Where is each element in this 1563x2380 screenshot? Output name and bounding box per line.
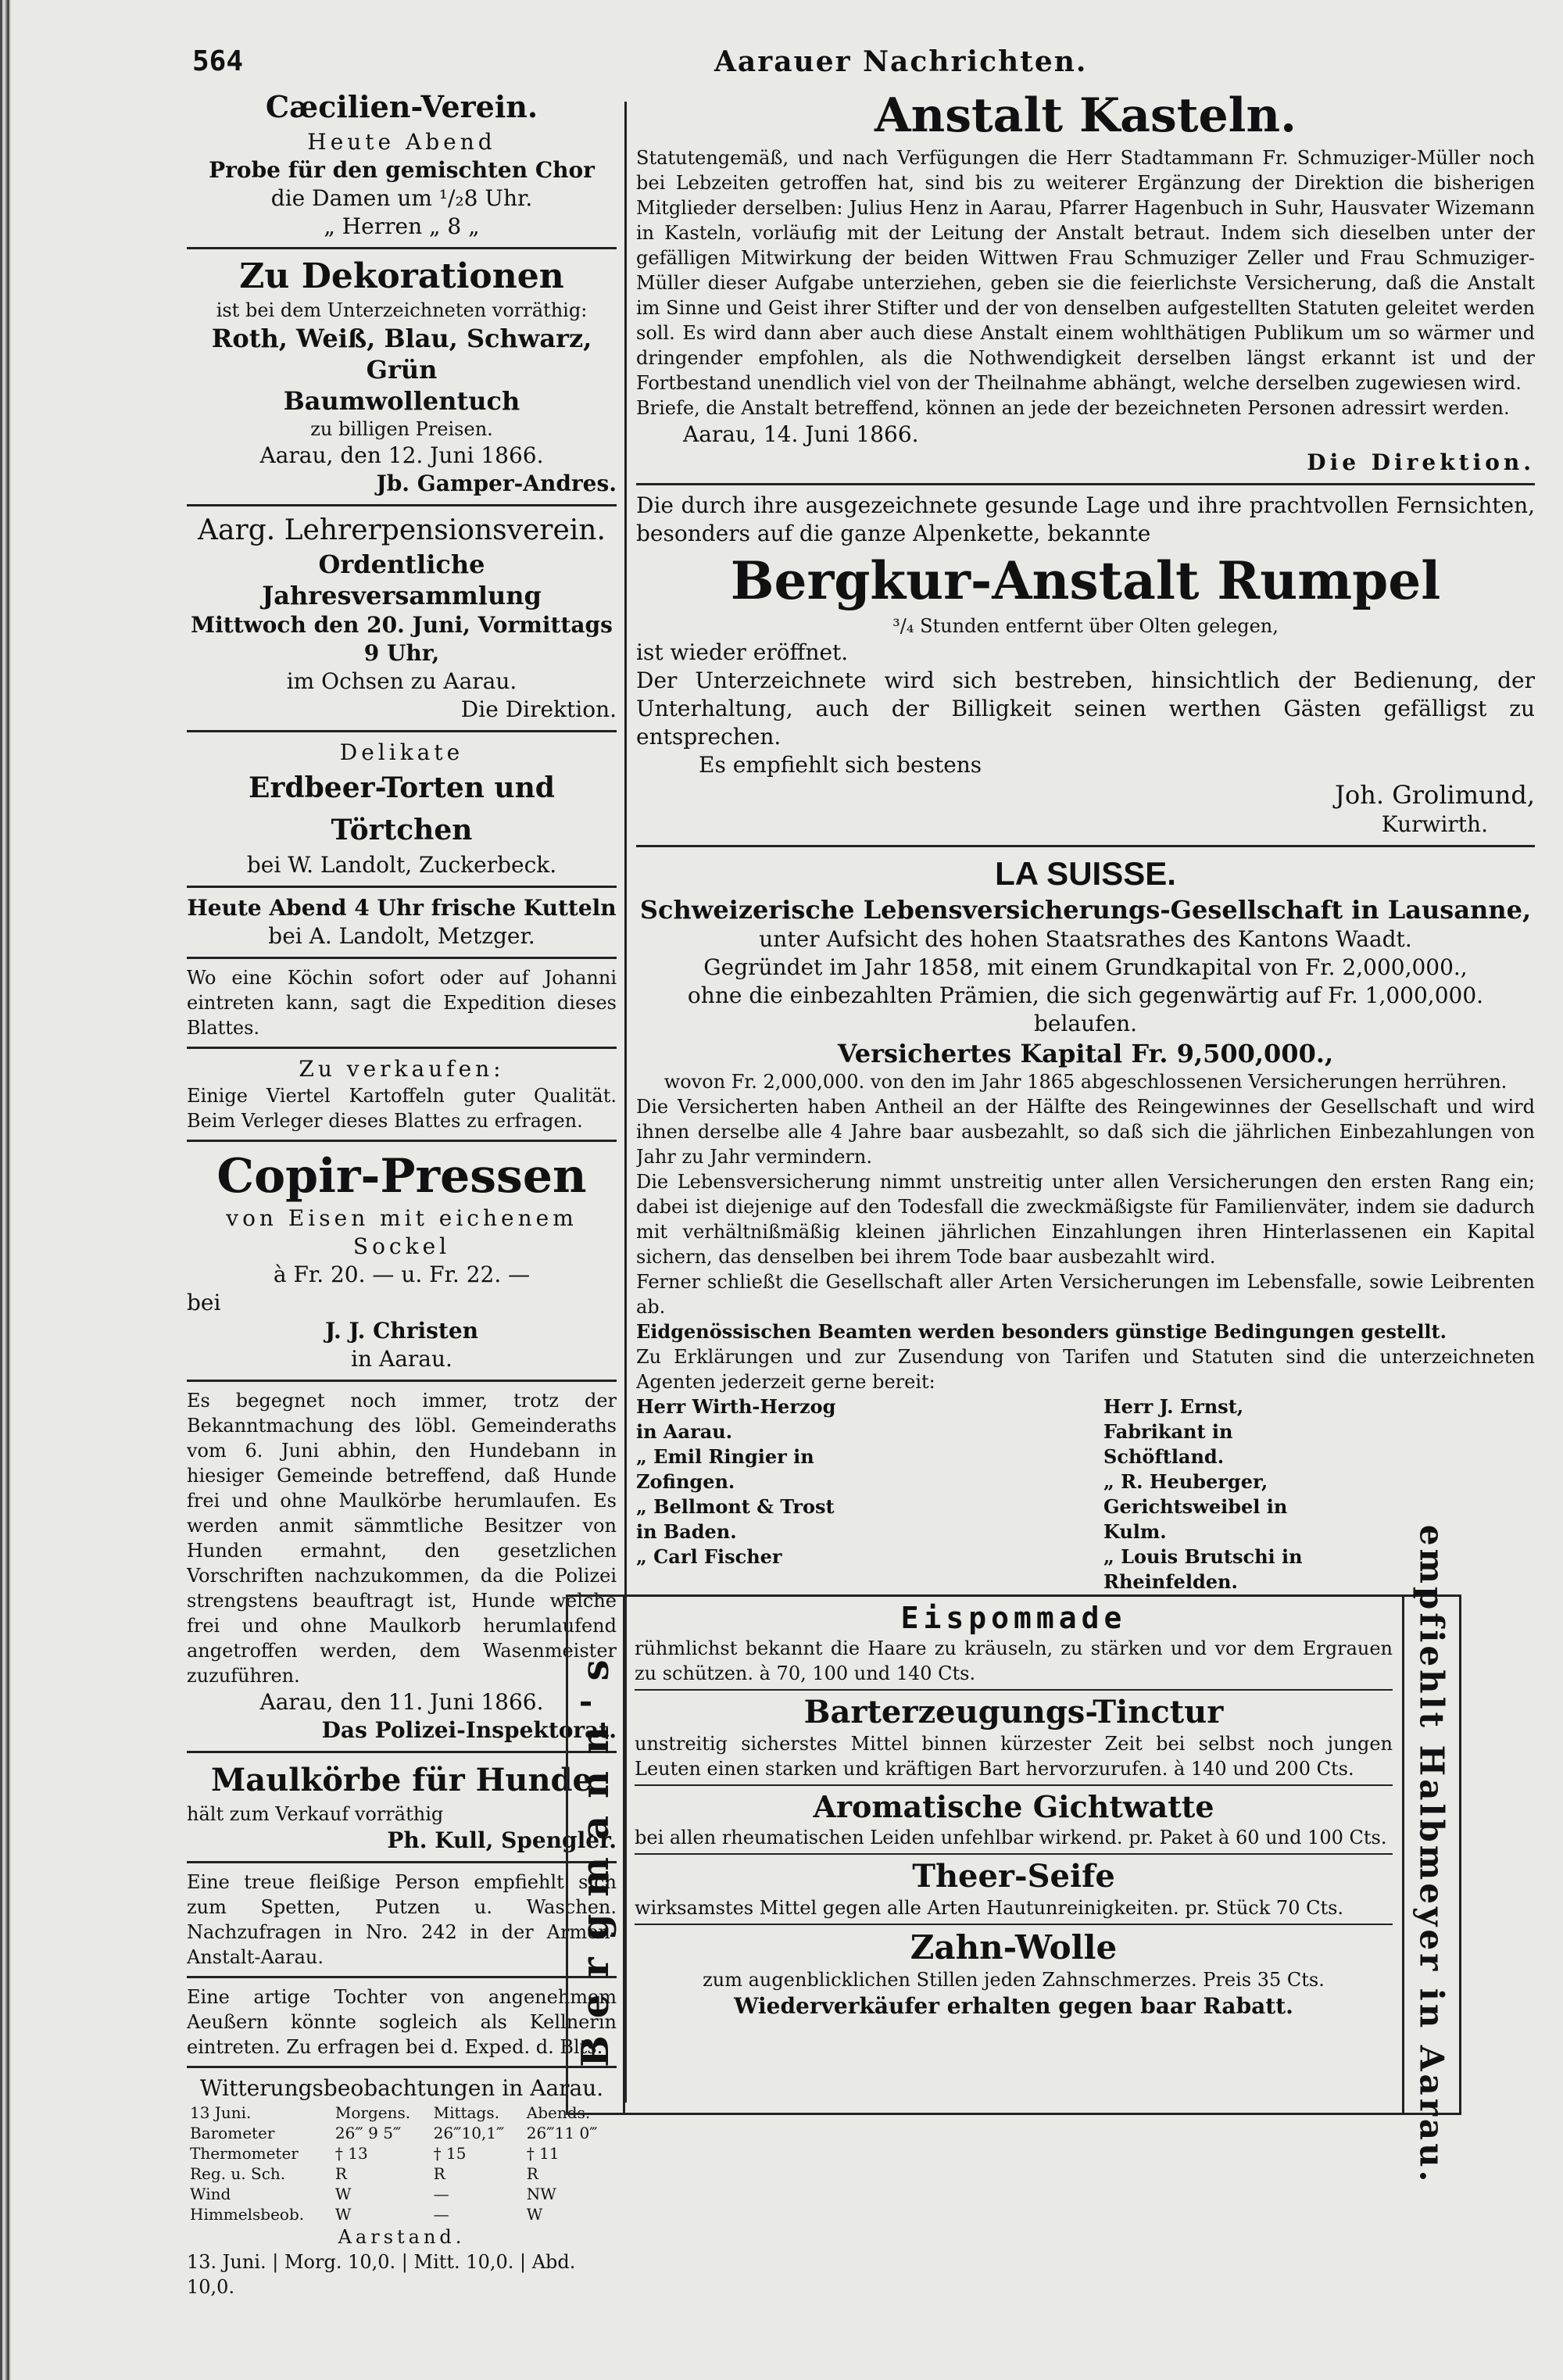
product-text: zum augenblicklichen Stillen jeden Zahnschmerzes. Preis 35 Cts. <box>703 1969 1325 1991</box>
weather-cell: Himmelsbeob. <box>190 2205 305 2224</box>
dekorationen-colors: Roth, Weiß, Blau, Schwarz, Grün <box>211 324 592 385</box>
rumpel-recommend: Es empfiehlt sich bestens <box>699 752 982 778</box>
weather-row <box>187 2123 617 2143</box>
dekorationen-date: Aarau, den 12. Juni 1866. <box>259 442 544 468</box>
lehrer-when: Mittwoch den 20. Juni, Vormittags 9 Uhr, <box>191 612 613 666</box>
torten-by: bei W. Landolt, Zuckerbeck. <box>246 852 557 878</box>
weather-cell: Wind <box>190 2185 231 2203</box>
weather-head: Mittags. <box>433 2103 499 2122</box>
weather-row <box>187 2163 617 2184</box>
aarstand-values: 13. Juni. | Morg. 10,0. | Mitt. 10,0. | Abd. 10,0. <box>187 2251 576 2298</box>
pressen-name: J. J. Christen <box>324 1318 479 1344</box>
halbmeyer-side-label <box>1402 1524 1459 2185</box>
caecilien-line4: „ Herren „ 8 „ <box>324 213 480 239</box>
separator <box>187 247 617 249</box>
kasteln-sign: Die Direktion. <box>1307 449 1535 475</box>
ad-torten <box>187 739 617 879</box>
caecilien-title: Cæcilien-Verein. <box>265 89 538 124</box>
suisse-founded: Gegründet im Jahr 1858, mit einem Grundkapital von Fr. 2,000,000., <box>703 954 1468 980</box>
weather-cell: † 13 <box>334 2144 368 2163</box>
separator <box>187 1976 617 1978</box>
weather-cell: Barometer <box>190 2124 275 2142</box>
ad-copir-pressen <box>187 1148 617 1373</box>
weather-row <box>187 2204 617 2224</box>
suisse-capital2: wovon Fr. 2,000,000. von den im Jahr 1865 abgeschlossenen Versicherungen herrühren. <box>663 1071 1508 1093</box>
weather-cell: Reg. u. Sch. <box>190 2164 286 2183</box>
dekorationen-text: ist bei dem Unterzeichneten vorräthig: <box>216 299 588 321</box>
weather-cell: — <box>433 2205 449 2224</box>
agent: Herr J. Ernst, Fabrikant in Schöftland. <box>1103 1395 1244 1468</box>
product-text: bei allen rheumatischen Leiden unfehlbar wirkend. pr. Paket à 60 und 100 Cts. <box>635 1827 1387 1849</box>
weather-cell: † 11 <box>526 2144 560 2163</box>
product-zahn-wolle <box>635 1925 1393 2024</box>
separator <box>187 886 617 888</box>
pressen-by: bei <box>187 1290 221 1315</box>
product-title: Eispommade <box>900 1601 1127 1635</box>
separator <box>187 1047 617 1049</box>
rumpel-distance: ³/₄ Stunden entfernt über Olten gelegen, <box>892 615 1279 637</box>
suisse-p3: Ferner schließt die Gesellschaft aller Arten Versicherungen im Lebensfalle, sowie Leibrenten ab. <box>636 1271 1535 1318</box>
suisse-subtitle2: unter Aufsicht des hohen Staatsrathes des Kantons Waadt. <box>759 926 1412 952</box>
agent: „ Bellmont & Trost in Baden. <box>636 1495 835 1543</box>
kasteln-title: Anstalt Kasteln. <box>874 88 1297 143</box>
caecilien-line3: die Damen um ¹/₂8 Uhr. <box>270 185 533 211</box>
halbmeyer-label: empfiehlt Halbmeyer in Aarau. <box>1412 1524 1451 2185</box>
lehrer-subtitle: Ordentliche Jahresversammlung <box>262 549 542 610</box>
weather-title: Witterungsbeobachtungen in Aarau. <box>199 2075 604 2101</box>
pressen-line2: à Fr. 20. — u. Fr. 22. — <box>273 1262 531 1287</box>
weather-cell: 26‴10,1‴ <box>433 2124 505 2142</box>
agent: „ Carl Fischer <box>636 1545 782 1568</box>
lehrer-title: Aarg. Lehrerpensionsverein. <box>198 514 606 546</box>
page-title: Aarauer Nachrichten. <box>714 45 1088 78</box>
separator <box>636 483 1535 485</box>
ad-koechin: Wo eine Köchin sofort oder auf Johanni eintreten kann, sagt die Expedition dieses Blattes. <box>187 967 617 1039</box>
ad-kutteln <box>187 894 617 950</box>
kasteln-text2: Briefe, die Anstalt betreffend, können an jede der bezeichneten Personen adressirt werden. <box>636 397 1510 419</box>
agent: „ Emil Ringier in Zofingen. <box>636 1445 814 1493</box>
hunde-sign: Das Polizei-Inspektorat. <box>321 1717 617 1743</box>
weather-cell: W <box>334 2205 352 2224</box>
page-number: 564 <box>192 45 244 77</box>
pressen-place: in Aarau. <box>351 1346 452 1372</box>
rumpel-reopened: ist wieder eröffnet. <box>636 639 849 665</box>
suisse-agents <box>636 1394 1535 1594</box>
ad-tochter: Eine artige Tochter von angenehmem Aeußern könnte sogleich als Kellnerin eintreten. Zu erfragen bei d. Exped. d. Blts. <box>187 1986 617 2058</box>
product-text: wirksamstes Mittel gegen alle Arten Hautunreinigkeiten. pr. Stück 70 Cts. <box>635 1897 1344 1919</box>
kartoffeln-heading: Zu verkaufen: <box>299 1056 505 1082</box>
left-column <box>187 86 617 2299</box>
weather-cell: R <box>526 2164 538 2183</box>
agents-right <box>1103 1394 1535 1594</box>
separator <box>187 957 617 959</box>
product-text: rühmlichst bekannt die Haare zu kräuseln, zu stärken und vor dem Ergrauen zu schützen. à 70, 100 und 140 Cts. <box>635 1637 1393 1684</box>
maulkoerbe-name: Ph. Kull, Spengler. <box>387 1827 617 1853</box>
product-note: Wiederverkäufer erhalten gegen baar Rabatt. <box>734 1993 1293 2019</box>
weather-cell: 26‴11 0‴ <box>526 2124 598 2142</box>
weather-head: Abends. <box>526 2103 591 2122</box>
suisse-p1: Die Versicherten haben Antheil an der Hälfte des Reingewinnes der Gesellschaft und wird ihnen derselbe alle 4 Jahre baar ausbezahlt, so daß sich die jährlichen Einbezahlungen von Jahr zu Jahr vermindern. <box>636 1096 1535 1168</box>
maulkoerbe-title: Maulkörbe für Hunde <box>211 1762 592 1798</box>
kutteln-line2: bei A. Landolt, Metzger. <box>268 923 535 949</box>
suisse-premiums: ohne die einbezahlten Prämien, die sich gegenwärtig auf Fr. 1,000,000. belaufen. <box>687 982 1484 1036</box>
ad-bergkur-rumpel <box>636 492 1535 839</box>
weather-cell: — <box>433 2185 449 2203</box>
agents-left <box>636 1394 1068 1594</box>
agent: „ R. Heuberger, Gerichtsweibel in Kulm. <box>1103 1470 1288 1543</box>
separator <box>187 504 617 506</box>
weather-table <box>187 2103 617 2224</box>
weather-observations <box>187 2074 617 2299</box>
kutteln-line1: Heute Abend 4 Uhr frische Kutteln <box>187 895 617 921</box>
dekorationen-title: Zu Dekorationen <box>239 256 564 296</box>
weather-cell: R <box>433 2164 445 2183</box>
separator <box>187 730 617 732</box>
pressen-line1: von Eisen mit eichenem Sockel <box>226 1205 578 1259</box>
weather-cell: 26‴ 9 5‴ <box>334 2124 402 2142</box>
separator <box>187 2066 617 2068</box>
hunde-date: Aarau, den 11. Juni 1866. <box>259 1689 544 1715</box>
aarstand-title: Aarstand. <box>338 2226 466 2248</box>
ad-maulkoerbe <box>187 1759 617 1855</box>
torten-kicker: Delikate <box>339 739 464 765</box>
separator <box>187 1861 617 1863</box>
caecilien-line2: Probe für den gemischten Chor <box>209 157 595 183</box>
rumpel-intro: Die durch ihre ausgezeichnete gesunde Lage und ihre prachtvollen Fernsichten, besonders auf die ganze Alpenkette, bekannte <box>636 492 1535 546</box>
dekorationen-product: Baumwollentuch <box>283 386 520 416</box>
kartoffeln-text: Einige Viertel Kartoffeln guter Qualität. Beim Verleger dieses Blattes zu erfragen. <box>187 1085 617 1132</box>
ad-hunde <box>187 1388 617 1745</box>
ad-person: Eine treue fleißige Person empfiehlt sich zum Spetten, Putzen u. Waschen. Nachzufragen in Nro. 242 in der Armen-Anstalt-Aarau. <box>187 1871 617 1968</box>
agent: Herr Wirth-Herzog in Aarau. <box>636 1395 836 1443</box>
pressen-title: Copir-Pressen <box>216 1149 587 1204</box>
ad-lehrerpension <box>187 513 617 724</box>
product-title: Aromatische Gichtwatte <box>813 1789 1214 1824</box>
weather-header-row <box>187 2103 617 2123</box>
suisse-capital: Versichertes Kapital Fr. 9,500,000., <box>837 1039 1334 1068</box>
suisse-p4: Eidgenössischen Beamten werden besonders günstige Bedingungen gestellt. <box>636 1320 1447 1343</box>
ad-dekorationen <box>187 256 617 498</box>
suisse-title: LA SUISSE. <box>995 855 1176 892</box>
dekorationen-signature: Jb. Gamper-Andres. <box>376 471 617 496</box>
weather-head: 13 Juni. <box>190 2103 252 2122</box>
product-barterzeugung <box>635 1691 1393 1786</box>
product-gichtwatte <box>635 1786 1393 1855</box>
torten-title: Erdbeer-Torten und Törtchen <box>249 771 555 846</box>
ad-anstalt-kasteln <box>636 86 1535 477</box>
product-title: Theer-Seife <box>912 1858 1115 1895</box>
rumpel-text: Der Unterzeichnete wird sich bestreben, hinsichtlich der Bedienung, der Unterhaltung, auch der Billigkeit seinen werthen Gästen gefälligst zu entsprechen. <box>636 667 1535 750</box>
caecilien-line1: Heute Abend <box>307 129 496 155</box>
weather-cell: Thermometer <box>190 2144 299 2163</box>
kasteln-date: Aarau, 14. Juni 1866. <box>683 421 919 447</box>
bergmann-side-label <box>568 1597 625 2113</box>
kasteln-text: Statutengemäß, und nach Verfügungen die Herr Stadtammann Fr. Schmuziger-Müller noch bei Lebzeiten getroffen hat, sind bis zu weiterer Ergänzung der Direktion die bisherigen Mitglieder derselben: Julius Henz in Aarau, Pfarrer Hagenbuch in Suhr, Hausvater Wizemann in Kasteln, vorläufig mit der Leitung der Anstalt betraut. Indem sich dieselben unter der gefälligen Mitwirkung der beiden Wittwen Frau Schmuziger Zeller und Frau Schmuziger-Müller dieser Aufgabe unterziehen, geben sie die feierlichste Versicherung, daß die Anstalt im Sinne und Geist ihrer Stifter und der von denselben aufgestellten Statuten geleitet werden soll. Es wird dann aber auch diese Anstalt einem wohlthätigen Publikum um so wärmer und dringender empfohlen, als die Nothwendigkeit derselben längst erkannt ist und der Fortbestand unendlich viel von der Theilnahme abhängt, welche derselben zugewiesen wird. <box>636 147 1535 394</box>
weather-row <box>187 2184 617 2204</box>
product-theer-seife <box>635 1855 1393 1925</box>
weather-cell: R <box>334 2164 347 2183</box>
weather-cell: W <box>334 2185 352 2203</box>
weather-head: Morgens. <box>334 2103 411 2122</box>
separator <box>187 1751 617 1753</box>
lehrer-sign: Die Direktion. <box>460 696 617 722</box>
maulkoerbe-text: hält zum Verkauf vorräthig <box>187 1803 444 1825</box>
lehrer-where: im Ochsen zu Aarau. <box>286 668 517 694</box>
newspaper-page <box>11 0 1563 2380</box>
right-column <box>636 86 1535 1594</box>
ad-caecilien <box>187 86 617 241</box>
suisse-p5: Zu Erklärungen und zur Zusendung von Tarifen und Statuten sind die unterzeichneten Agenten jederzeit gerne bereit: <box>636 1346 1535 1393</box>
bergmann-products <box>635 1597 1393 2113</box>
ad-kartoffeln <box>187 1055 617 1133</box>
suisse-p2: Die Lebensversicherung nimmt unstreitig unter allen Versicherungen den ersten Rang ein; dabei ist diejenige auf den Todesfall die zweckmäßigste für Familienväter, indem sie dadurch mit verhältnißmäßig kleinen jährlichen Einzahlungen ihren Hinterlassenen ein Kapital sichern, das denselben bei ihrem Tode baar ausbezahlt wird. <box>636 1171 1535 1268</box>
rumpel-role: Kurwirth. <box>1381 811 1488 837</box>
product-eispommade <box>635 1597 1393 1691</box>
weather-cell: W <box>526 2205 543 2224</box>
rumpel-name: Joh. Grolimund, <box>1335 780 1535 810</box>
dekorationen-price: zu billigen Preisen. <box>310 418 493 440</box>
hunde-text: Es begegnet noch immer, trotz der Bekanntmachung des löbl. Gemeinderaths vom 6. Juni abhin, den Hundebann in hiesiger Gemeinde betreffend, daß Hunde frei und ohne Maulkörbe herumlaufen. Es werden anmit sämmtliche Besitzer von Hunden ermahnt, den gesetzlichen Vorschriften nachzukommen, da die Polizei strengstens beauftragt ist, Hunde welche frei und ohne Maulkorb herumlaufend angetroffen werden, dem Wasenmeister zuzuführen. <box>187 1390 617 1687</box>
bergmann-label: Bergmann's <box>574 1642 617 2067</box>
separator <box>187 1380 617 1382</box>
product-title: Zahn-Wolle <box>910 1928 1118 1967</box>
weather-cell: † 15 <box>433 2144 467 2163</box>
agent: „ Louis Brutschi in Rheinfelden. <box>1103 1545 1303 1593</box>
weather-row <box>187 2143 617 2163</box>
product-title: Barterzeugungs-Tinctur <box>803 1694 1224 1730</box>
separator <box>187 1140 617 1142</box>
weather-cell: NW <box>526 2185 556 2203</box>
separator <box>636 845 1535 847</box>
suisse-subtitle: Schweizerische Lebensversicherungs-Gesellschaft in Lausanne, <box>639 895 1532 925</box>
ad-la-suisse <box>636 854 1535 1594</box>
rumpel-title: Bergkur-Anstalt Rumpel <box>730 550 1441 611</box>
product-text: unstreitig sicherstes Mittel binnen kürzester Zeit bei selbst noch jungen Leuten einen starken und kräftigen Bart hervorzurufen. à 140 und 200 Cts. <box>635 1733 1393 1780</box>
